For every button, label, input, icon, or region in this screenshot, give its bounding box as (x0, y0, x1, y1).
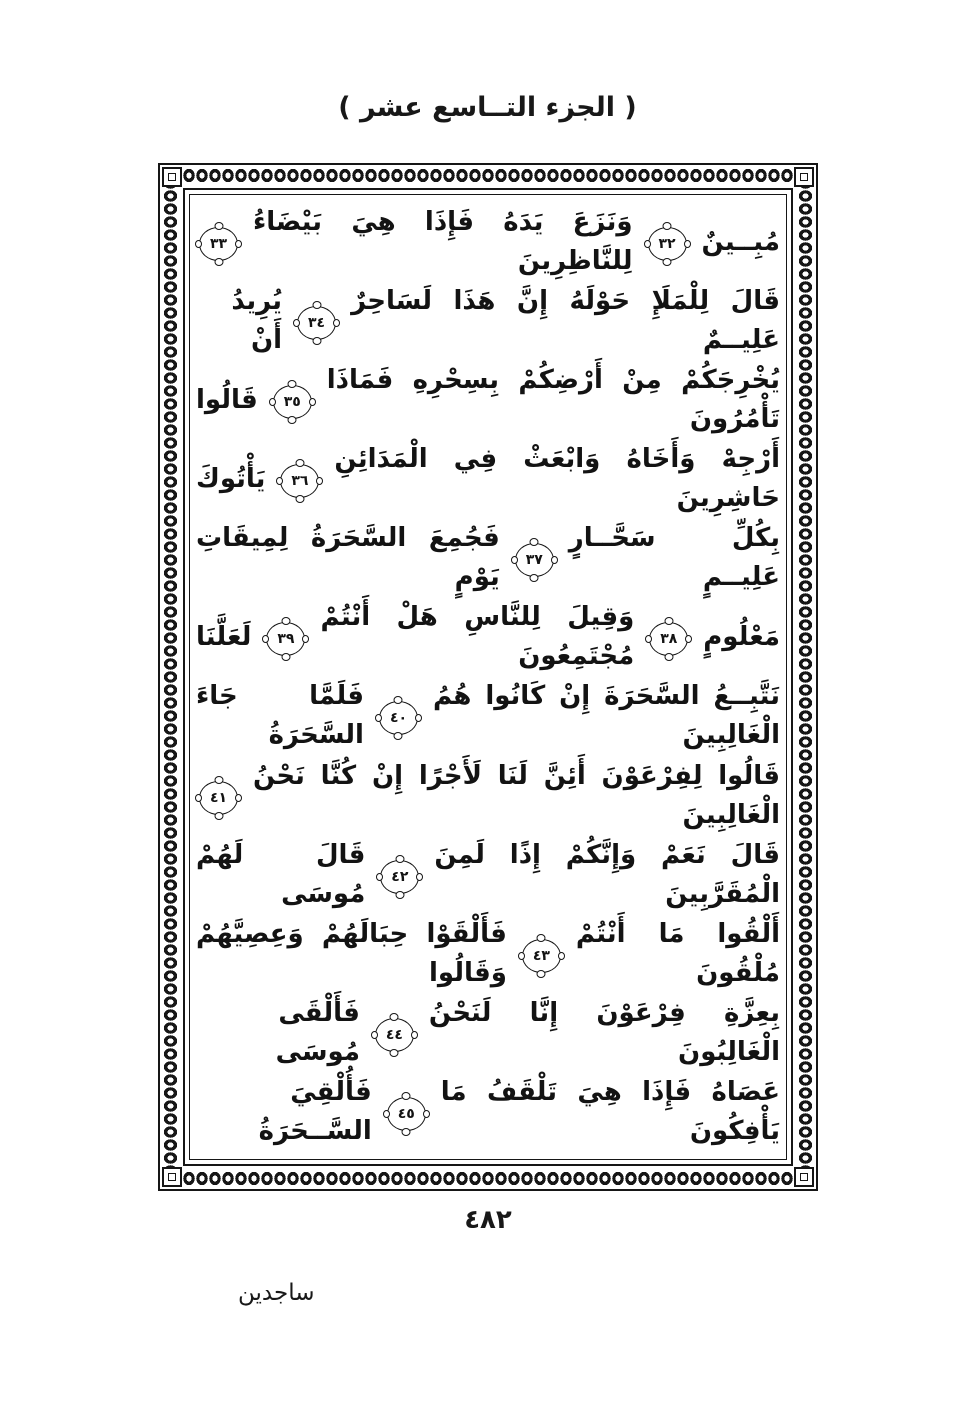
verse-number: ٣٦ (291, 473, 309, 490)
medallion-knob (195, 240, 202, 248)
ayah-text: نَتَّبِــعُ السَّحَرَةَ إِنْ كَانُوا هُمُ الْغَالِبِينَ (432, 681, 780, 751)
verse-number: ٣٩ (277, 631, 295, 648)
verse-number-medallion (266, 622, 305, 656)
chain-border-top (181, 168, 795, 183)
ayah-text: مَعْلُومٍ (703, 621, 780, 652)
medallion-knob (316, 477, 323, 485)
ayah-text: قَالَ لَهُمْ مُوسَى (196, 839, 366, 909)
verse-number-medallion (515, 543, 554, 577)
verse-number: ٣٨ (660, 631, 678, 648)
medallion-knob (551, 556, 558, 564)
ayah-text: أَرْجِهْ وَأَخَاهُ وَابْعَثْ فِي الْمَدَائِنِ حَاشِرِينَ (334, 444, 780, 514)
ornamental-border-frame (158, 163, 818, 1191)
ayah-text: فَجُمِعَ السَّحَرَةُ لِمِيقَاتِ يَوْمٍ (196, 523, 500, 593)
medallion-knob (423, 1110, 430, 1118)
verse-number-medallion (375, 1018, 414, 1052)
ayah-text: وَقِيلَ لِلنَّاسِ هَلْ أَنْتُمْ مُجْتَمِعُونَ (320, 602, 635, 672)
verse-number-medallion (649, 622, 688, 656)
medallion-knob (383, 1110, 390, 1118)
verse-number: ٣٥ (283, 394, 301, 411)
corner-ornament-top-right (794, 167, 814, 187)
verse-number-medallion (199, 227, 238, 261)
mushaf-line (196, 282, 780, 360)
ayah-text: قَالَ نَعَمْ وَإِنَّكُمْ إِذًا لَمِنَ الْمُقَرَّبِينَ (434, 839, 780, 909)
ayah-text: يَأْتُوكَ (196, 463, 266, 494)
ayah-text: وَنَزَعَ يَدَهُ فَإِذَا هِيَ بَيْضَاءُ لِلنَّاظِرِينَ (253, 207, 633, 276)
mushaf-line (196, 836, 780, 914)
ayah-text: عَصَاهُ فَإِذَا هِيَ تَلْقَفُ مَا يَأْفِكُونَ (440, 1076, 780, 1146)
mushaf-line (196, 519, 780, 597)
ayah-text: قَالُوا (196, 384, 258, 415)
ayah-text: فَلَمَّا جَاءَ السَّحَرَةُ (196, 681, 364, 751)
ayah-text: بِكُلِّ سَحَّــارٍ عَلِيــمٍ (568, 523, 780, 593)
chain-border-right (798, 186, 813, 1168)
ayah-text: فَأَلْقَى مُوسَى (275, 997, 360, 1067)
ayah-text: أَلْقُوا مَا أَنْتُمْ مُلْقُونَ (575, 918, 780, 988)
mushaf-line (196, 994, 780, 1072)
verse-number-medallion (280, 464, 319, 498)
medallion-knob (411, 1031, 418, 1039)
verse-number: ٣٧ (525, 552, 543, 569)
page-number: ٤٨٢ (464, 1205, 512, 1235)
medallion-knob (645, 635, 652, 643)
verse-number: ٤٢ (391, 868, 409, 885)
corner-ornament-top-left (162, 167, 182, 187)
medallion-knob (511, 556, 518, 564)
mushaf-line (196, 203, 780, 281)
medallion-knob (309, 398, 316, 406)
mushaf-line (196, 1073, 780, 1151)
mushaf-lines (196, 203, 780, 1151)
verse-number-medallion (199, 781, 238, 815)
corner-ornament-bottom-left (162, 1167, 182, 1187)
medallion-knob (518, 952, 525, 960)
verse-number-medallion (648, 227, 687, 261)
verse-number: ٤٤ (385, 1026, 403, 1043)
verse-number-medallion (379, 701, 418, 735)
ayah-text: بِعِزَّةِ فِرْعَوْنَ إِنَّا لَنَحْنُ الْغَالِبُونَ (428, 997, 780, 1067)
juz-header: ( الجزء التــاسع عشر ) (338, 92, 637, 123)
verse-number-medallion (522, 939, 561, 973)
chain-border-left (163, 186, 178, 1168)
verse-number: ٣٣ (209, 236, 228, 252)
medallion-knob (375, 714, 382, 722)
medallion-knob (371, 1031, 378, 1039)
ayah-text: قَالُوا لِفِرْعَوْنَ أَئِنَّ لَنَا لَأَجْرًا إِنْ كُنَّا نَحْنُ الْغَالِبِينَ (253, 760, 780, 830)
medallion-knob (293, 319, 300, 327)
medallion-knob (376, 873, 383, 881)
ayah-text: يُرِيدُ أَنْ (231, 286, 283, 356)
verse-number: ٤٠ (389, 710, 408, 727)
chain-border-bottom (181, 1171, 795, 1186)
catchword: ساجدين (238, 1280, 315, 1306)
verse-number: ٤١ (209, 789, 228, 806)
medallion-knob (276, 477, 283, 485)
verse-number: ٣٤ (308, 315, 326, 332)
medallion-knob (685, 635, 692, 643)
medallion-knob (269, 398, 276, 406)
mushaf-line (196, 598, 780, 676)
medallion-knob (415, 714, 422, 722)
ayah-text: لَعَلَّنَا (196, 621, 252, 652)
mushaf-line (196, 440, 780, 518)
medallion-knob (235, 240, 242, 248)
ayah-text: فَأَلْقَوْا حِبَالَهُمْ وَعِصِيَّهُمْ وَقَالُوا (196, 918, 507, 988)
ayah-text: فَأُلْقِيَ السَّــحَرَةُ (258, 1076, 372, 1146)
medallion-knob (302, 635, 309, 643)
medallion-knob (644, 240, 651, 248)
verse-number-medallion (387, 1097, 426, 1131)
ayah-text: قَالَ لِلْمَلَإِ حَوْلَهُ إِنَّ هَذَا لَسَاحِرٌ عَلِيــمٌ (351, 286, 780, 356)
verse-number: ٤٥ (397, 1105, 415, 1122)
medallion-knob (262, 635, 269, 643)
ayah-text: يُخْرِجَكُمْ مِنْ أَرْضِكُمْ بِسِحْرِهِ فَمَاذَا تَأْمُرُونَ (326, 365, 780, 435)
mushaf-line (196, 361, 780, 439)
verse-number: ٤٣ (532, 947, 550, 964)
medallion-knob (416, 873, 423, 881)
ayah-text: مُبِــينٌ (701, 226, 780, 257)
verse-number-medallion (297, 306, 336, 340)
medallion-knob (558, 952, 565, 960)
mushaf-line (196, 915, 780, 993)
medallion-knob (235, 794, 242, 802)
medallion-knob (684, 240, 691, 248)
mushaf-line (196, 677, 780, 755)
corner-ornament-bottom-right (794, 1167, 814, 1187)
verse-number-medallion (273, 385, 312, 419)
mushaf-line (196, 757, 780, 835)
medallion-knob (195, 794, 202, 802)
medallion-knob (333, 319, 340, 327)
verse-number-medallion (380, 860, 419, 894)
verse-number: ٣٢ (658, 236, 676, 252)
